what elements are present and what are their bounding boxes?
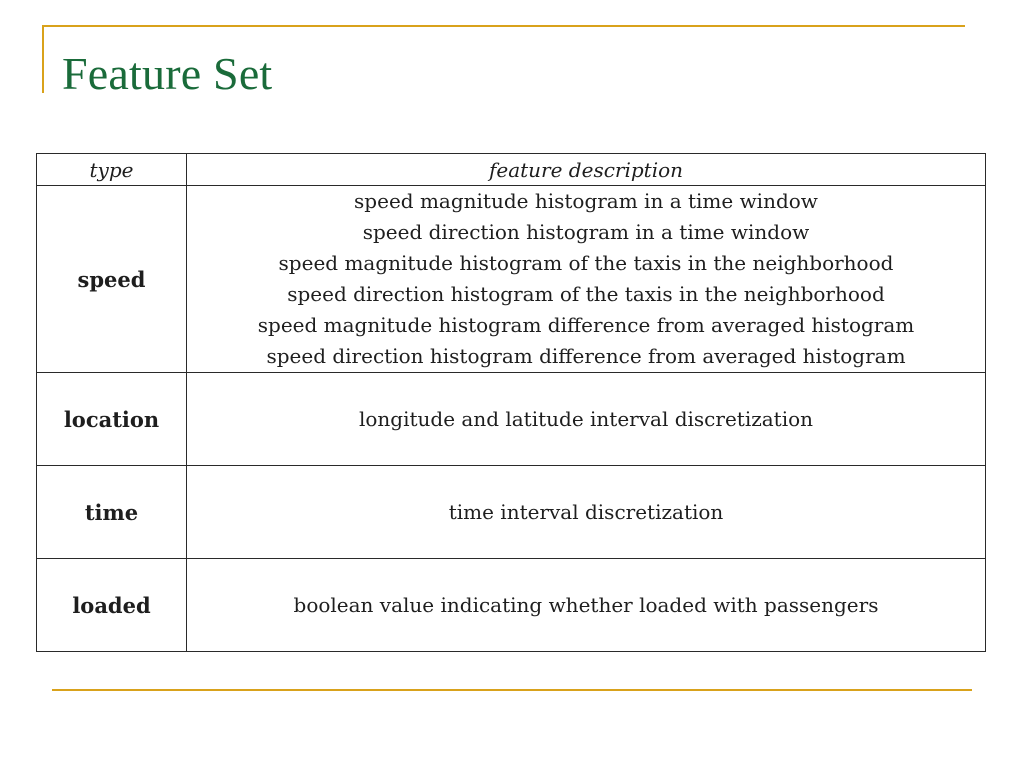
table-row-time [37,466,986,559]
type-cell-speed: speed [37,186,187,373]
description-line: speed direction histogram in a time window [362,220,810,244]
type-cell-loaded: loaded [37,559,187,652]
header-type: type [37,154,187,186]
table-header-row [37,154,986,186]
description-line: speed direction histogram of the taxis in the neighborhood [287,282,885,306]
description-line: boolean value indicating whether loaded with passengers [293,592,879,617]
title-left-bar [42,25,44,93]
description-cell-speed [187,186,986,373]
description-line: time interval discretization [448,499,724,524]
title-top-rule [42,25,965,27]
description-line: speed magnitude histogram difference from averaged histogram [257,313,915,337]
type-cell-time: time [37,466,187,559]
description-cell-loaded [187,559,986,652]
table-row-speed [37,186,986,373]
type-cell-location: location [37,373,187,466]
feature-table [36,153,986,652]
bottom-rule [52,689,972,691]
table-row-location [37,373,986,466]
slide-title: Feature Set [62,48,273,99]
description-line: speed direction histogram difference from averaged histogram [266,344,906,368]
description-line: speed magnitude histogram of the taxis in the neighborhood [278,251,894,275]
header-feature-description: feature description [187,154,986,186]
description-cell-time [187,466,986,559]
description-line: longitude and latitude interval discretization [358,406,814,431]
table-row-loaded [37,559,986,652]
description-line: speed magnitude histogram in a time window [354,189,818,213]
description-cell-location [187,373,986,466]
